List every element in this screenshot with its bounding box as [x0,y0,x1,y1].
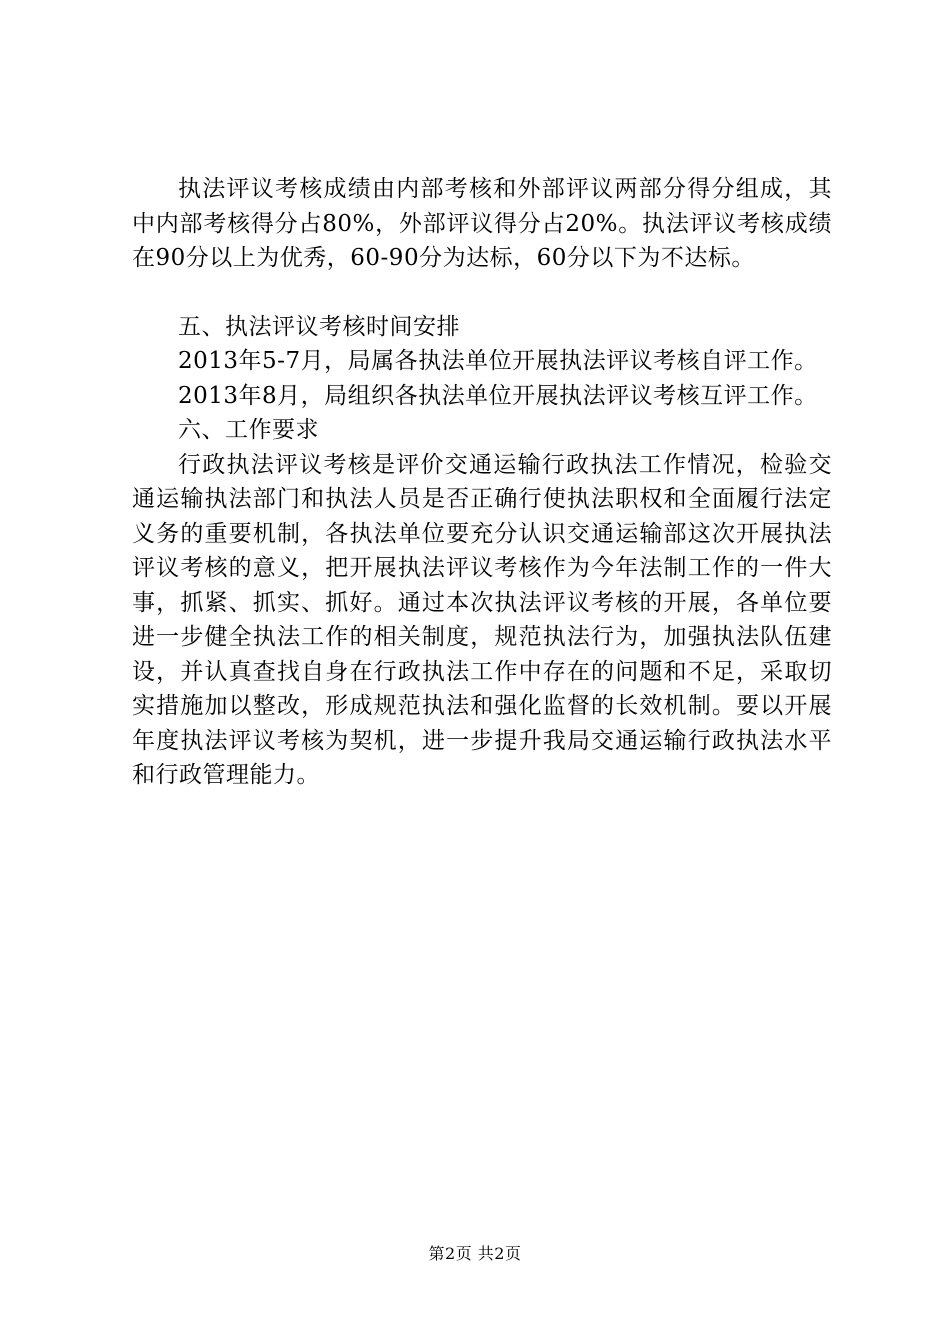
paragraph-requirements: 行政执法评议考核是评价交通运输行政执法工作情况，检验交通运输执法部门和执法人员是否正确行使执法职权和全面履行法定义务的重要机制，各执法单位要充分认识交通运输部这次开展执法评议考核的意义，把开展执法评议考核作为今年法制工作的一件大事，抓紧、抓实、抓好。通过本次执法评议考核的开展，各单位要进一步健全执法工作的相关制度，规范执法行为，加强执法队伍建设，并认真查找自身在行政执法工作中存在的问题和不足，采取切实措施加以整改，形成规范执法和强化监督的长效机制。要以开展年度执法评议考核为契机，进一步提升我局交通运输行政执法水平和行政管理能力。 [132,451,832,788]
paragraph-schedule-peer-review: 2013年8月，局组织各执法单位开展执法评议考核互评工作。 [178,382,818,409]
section-heading-requirements: 六、工作要求 [178,417,319,443]
page-footer: 第2页 共2页 [428,1244,522,1263]
section-heading-schedule: 五、执法评议考核时间安排 [178,313,460,340]
document-body [132,172,832,793]
paragraph-schedule-self-review: 2013年5-7月，局属各执法单位开展执法评议考核自评工作。 [178,348,818,374]
paragraph-gap [132,276,832,310]
paragraph-scoring: 执法评议考核成绩由内部考核和外部评议两部分得分组成，其中内部考核得分占80%，外部评议得分占20%。执法评议考核成绩在90分以上为优秀，60-90分为达标，60分以下为不达标。 [132,176,832,271]
